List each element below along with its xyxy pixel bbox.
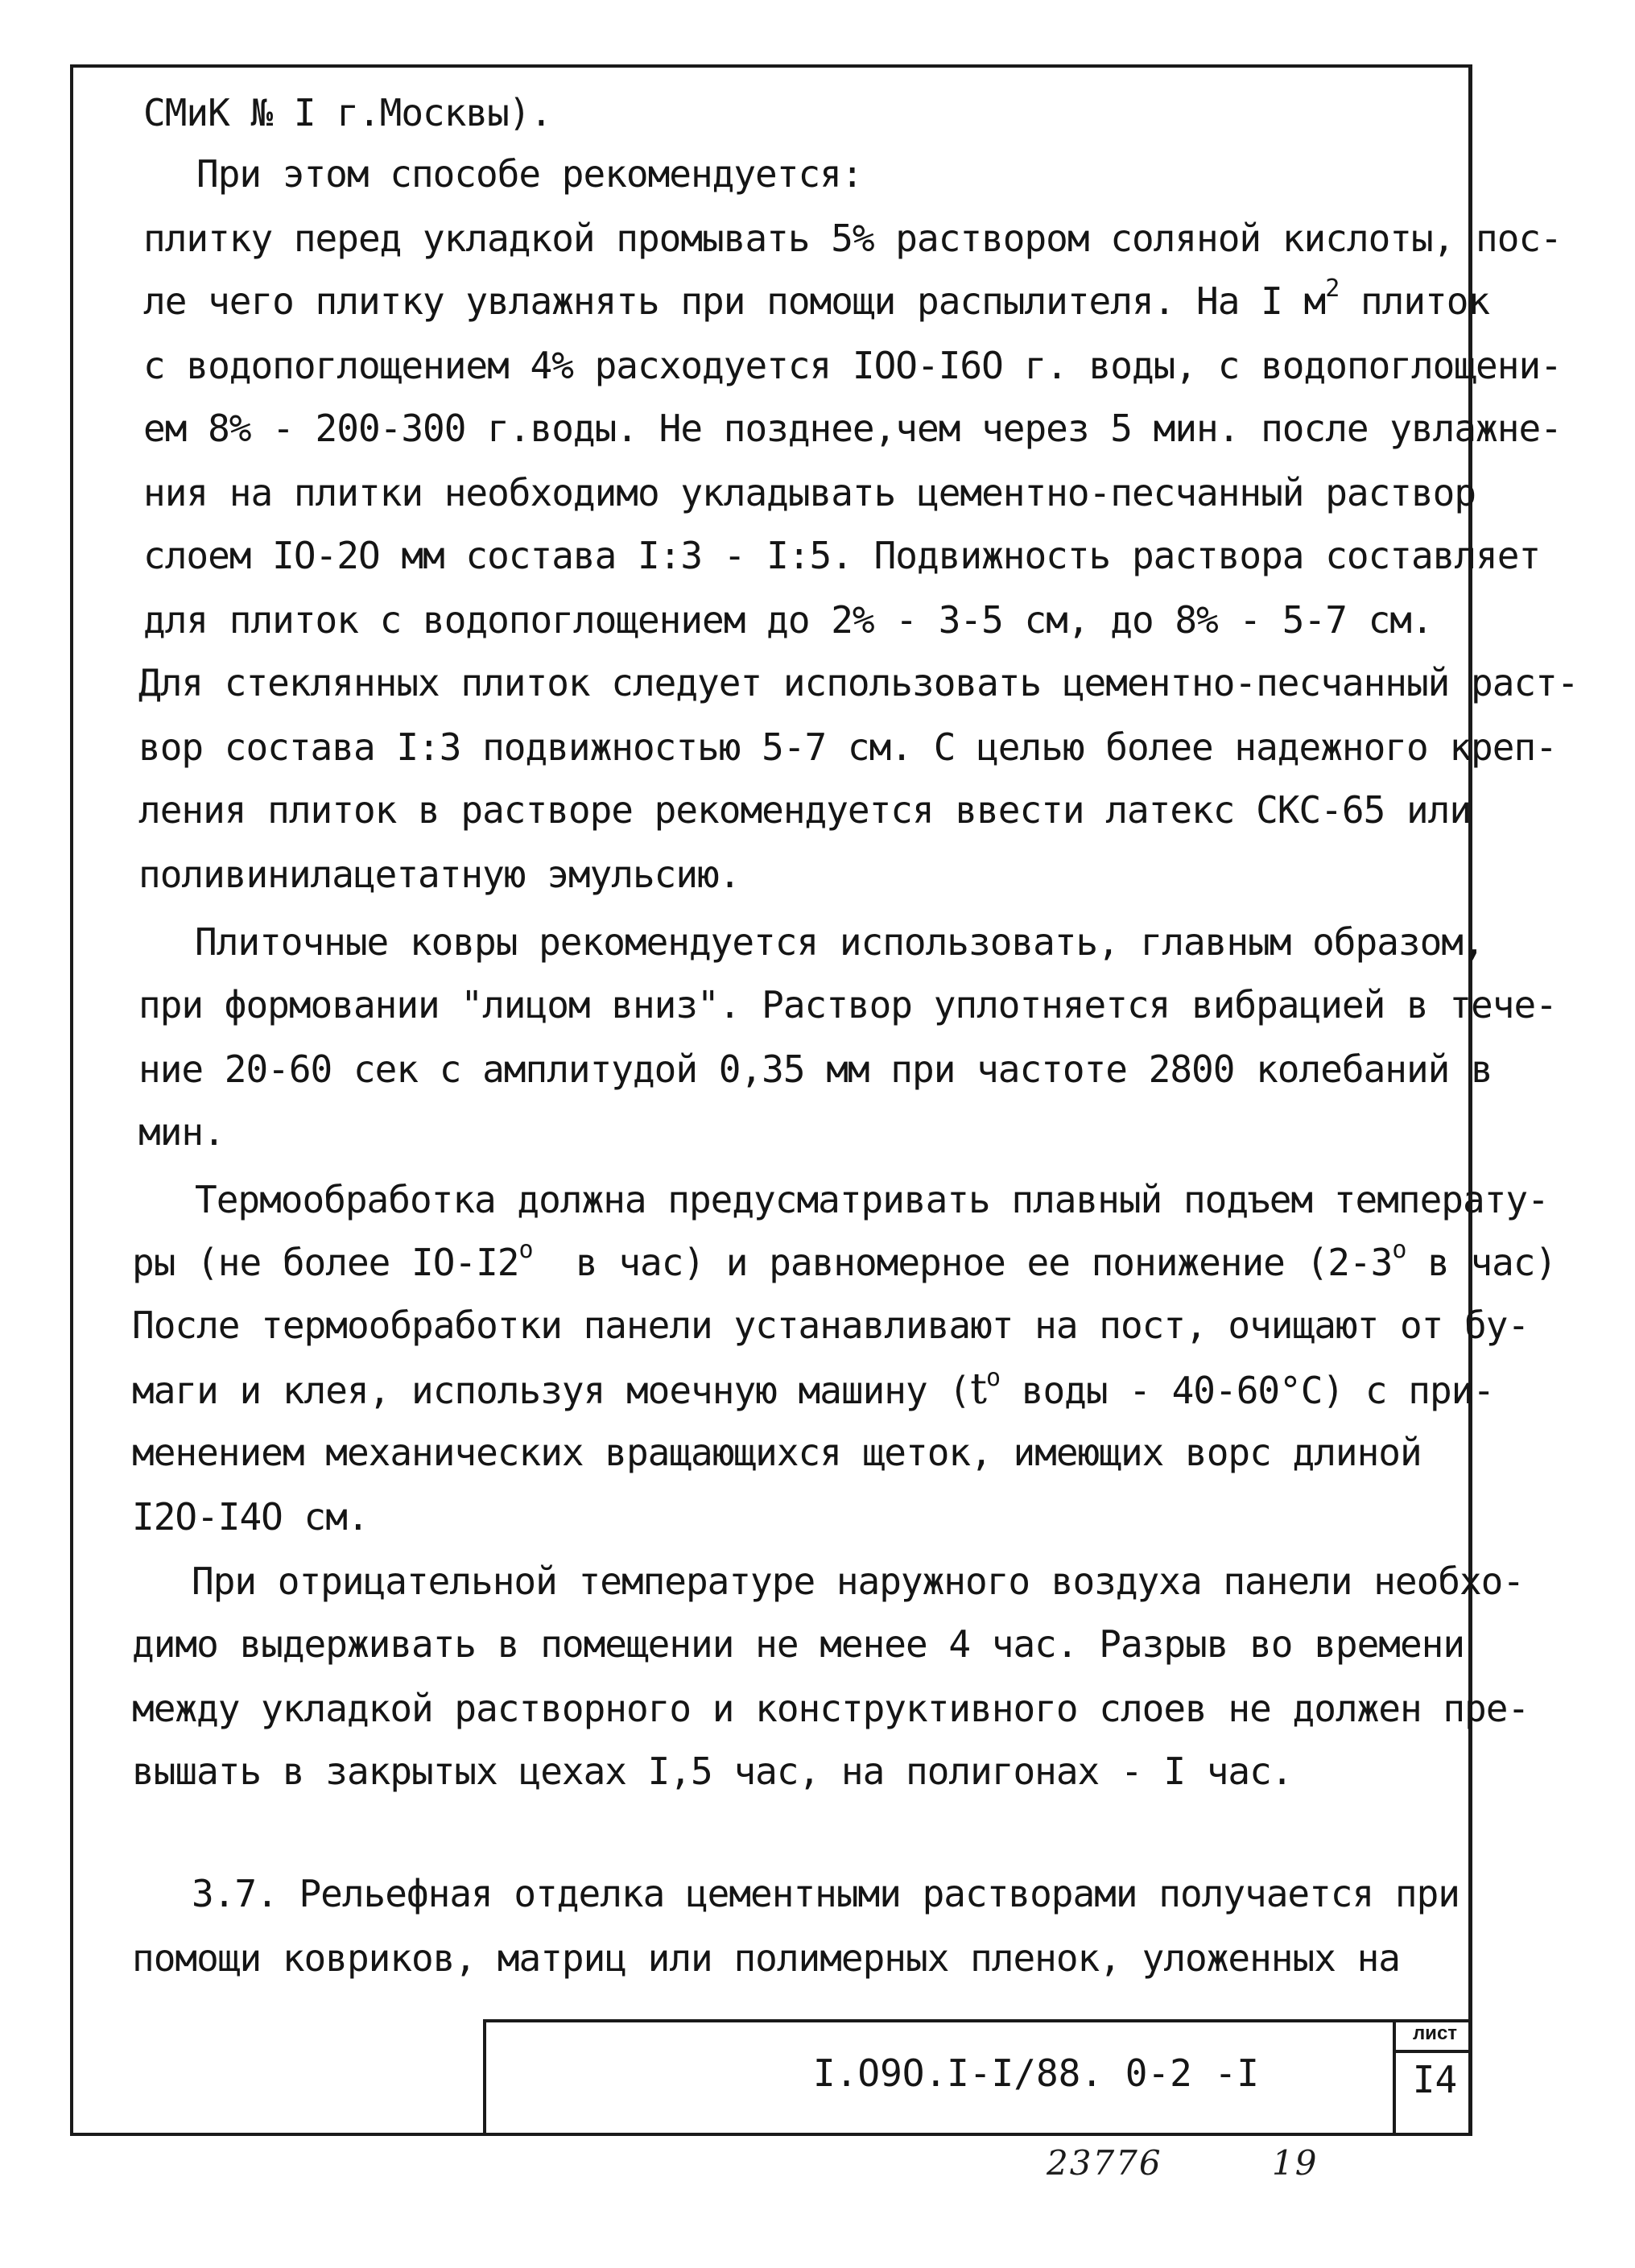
superscript: o [518,1236,533,1264]
sheet-number: I4 [1412,2058,1458,2101]
temperature-symbol: t [970,1365,986,1414]
text-line: между укладкой растворного и конструктивного слоев не должен пре- [132,1687,1530,1730]
text-fragment: ле чего плитку увлажнять при помощи распылителя. На I м [143,279,1326,323]
text-line: СМиК № I г.Москвы). [143,91,552,134]
text-fragment: плиток [1339,279,1490,323]
text-fragment: в час) и равномерное ее понижение (2-3 [532,1241,1393,1284]
text-line: ния на плитки необходимо укладывать цементно-песчанный раствор [143,471,1476,514]
text-line: менением механических вращающихся щеток, имеющих ворс длиной [132,1431,1422,1474]
text-line-with-superscript [143,277,1489,331]
text-line: I2O-I4O см. [132,1495,369,1539]
superscript: 2 [1325,275,1340,303]
text-fragment: маги и клея, используя моечную машину ( [132,1369,971,1412]
text-line: димо выдерживать в помещении не менее 4 час. Разрыв во времени [132,1622,1465,1666]
text-line: ние 20-60 сек с амплитудой 0,35 мм при частоте 2800 колебаний в [138,1047,1493,1091]
text-line: мин. [138,1110,225,1154]
text-line: Плиточные ковры рекомендуется использовать, главным образом, [195,920,1484,964]
text-fragment: ры (не более IO-I2 [132,1241,519,1284]
title-block-divider [1393,2019,1396,2136]
text-line: ем 8% - 200-300 г.воды. Не позднее,чем через 5 мин. после увлажне- [143,407,1562,450]
document-code: I.O9O.I-I/88. 0-2 -I [813,2051,1259,2095]
text-line: слоем IO-2O мм состава I:3 - I:5. Подвижность раствора составляет [143,534,1541,577]
sheet-label: лист [1412,2022,1458,2044]
text-line: Термообработка должна предусматривать плавный подъем температу- [195,1178,1549,1221]
text-line: ления плиток в растворе рекомендуется ввести латекс СКС-65 или [138,788,1472,832]
text-line-with-symbol [132,1365,1494,1420]
text-line: для плиток с водопоглощением до 2% - 3-5 см, до 8% - 5-7 см. [143,598,1433,642]
text-line-with-superscript [132,1238,1556,1292]
text-line: поливинилацетатную эмульсию. [138,853,741,896]
sheet-label-divider [1396,2050,1470,2053]
text-line: 3.7. Рельефная отделка цементными растворами получается при [192,1872,1460,1915]
inventory-number: 23776 [1047,2143,1162,2183]
text-line: После термообработки панели устанавливают на пост, очищают от бу- [132,1303,1530,1347]
text-line: При этом способе рекомендуется: [196,152,863,196]
superscript: o [986,1364,1001,1392]
text-fragment: в час) [1406,1241,1557,1284]
title-block-divider [483,2019,486,2136]
text-fragment: воды - 40-60°С) с при- [1000,1369,1495,1412]
text-line: помощи ковриков, матриц или полимерных пленок, уложенных на [132,1936,1400,1980]
text-line: вор состава I:3 подвижностью 5-7 см. С целью более надежного креп- [138,725,1557,769]
text-line: с водопоглощением 4% расходуется IOO-I6O г. воды, с водопоглощени- [143,344,1562,387]
text-line: Для стеклянных плиток следует использовать цементно-песчанный раст- [138,661,1579,704]
handwritten-page-number: 19 [1272,2143,1319,2183]
superscript: o [1392,1236,1406,1264]
text-line: при формовании "лицом вниз". Раствор уплотняется вибрацией в тече- [138,983,1557,1027]
text-line: вышать в закрытых цехах I,5 час, на полигонах - I час. [132,1750,1293,1793]
text-line: плитку перед укладкой промывать 5% раствором соляной кислоты, пос- [143,217,1562,260]
text-line: При отрицательной температуре наружного воздуха панели необхо- [192,1560,1525,1603]
